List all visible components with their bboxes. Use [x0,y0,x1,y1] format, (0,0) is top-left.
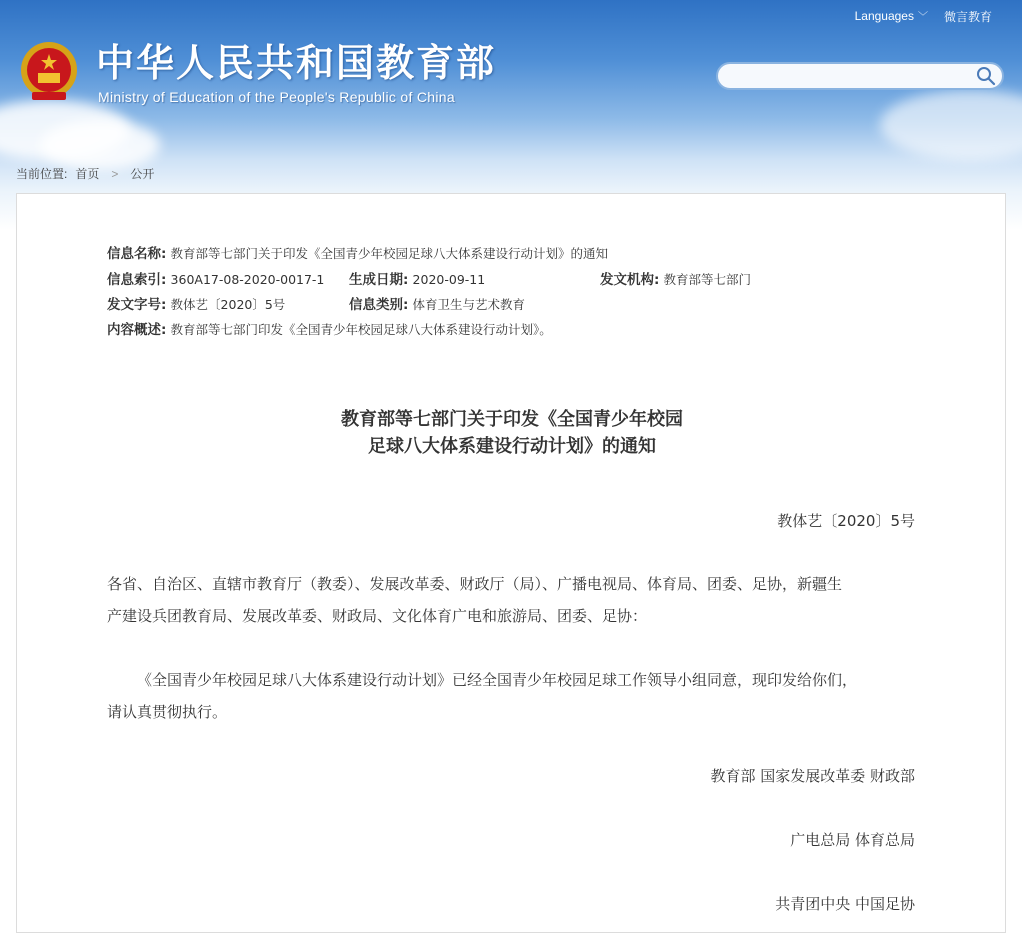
body-paragraph [107,664,917,728]
meta-row-name [107,244,608,264]
addressee-line-2: 产建设兵团教育局、发展改革委、财政局、文化体育广电和旅游局、团委、足协： [107,607,648,625]
document-number: 教体艺〔2020〕5号 [777,512,915,530]
meta-summary-label: 内容概述: [107,322,167,338]
signatory-3: 共青团中央 中国足协 [775,895,915,913]
document-title [17,406,1007,460]
signatory-2: 广电总局 体育总局 [790,831,915,849]
search-icon[interactable] [976,66,996,86]
chevron-down-icon: ﹀ [917,12,928,23]
meta-row-org [600,270,751,290]
site-subtitle: Ministry of Education of the People's Republic of China [98,89,455,105]
meta-row-summary [107,320,552,340]
chevron-right-icon: > [111,166,119,181]
meta-org-value: 教育部等七部门 [663,272,752,287]
top-links [855,8,992,25]
meta-summary-value: 教育部等七部门印发《全国青少年校园足球八大体系建设行动计划》。 [170,322,552,337]
meta-docno-value: 教体艺〔2020〕5号 [170,297,286,312]
languages-menu[interactable] [855,8,928,25]
meta-org-label: 发文机构: [600,272,660,288]
body-line-1: 《全国青少年校园足球八大体系建设行动计划》已经全国青少年校园足球工作领导小组同意，现印发给你们， [137,671,858,689]
meta-row-docno [107,295,285,315]
document-title-line-2: 足球八大体系建设行动计划》的通知 [368,436,656,457]
breadcrumb-home[interactable]: 首页 [75,167,100,181]
addressee-line-1: 各省、自治区、直辖市教育厅（教委）、发展改革委、财政厅（局）、广播电视局、体育局、团委、足协，新疆生 [107,575,843,593]
breadcrumb [16,165,154,182]
meta-row-category [349,295,525,315]
meta-row-index [107,270,324,290]
weibo-link[interactable]: 微言教育 [943,10,992,24]
meta-row-date [349,270,485,290]
article-container [16,193,1006,933]
meta-category-value: 体育卫生与艺术教育 [412,297,526,312]
body-line-2: 请认真贯彻执行。 [107,703,228,721]
search-input[interactable] [728,67,972,87]
signatory-1: 教育部 国家发展改革委 财政部 [710,767,915,785]
meta-date-label: 生成日期: [349,272,409,288]
meta-category-label: 信息类别: [349,297,409,313]
search-box [716,62,1004,90]
document-title-line-1: 教育部等七部门关于印发《全国青少年校园 [341,409,683,430]
languages-label: Languages [854,9,914,23]
site-title: 中华人民共和国教育部 [96,41,497,85]
meta-name-value: 教育部等七部门关于印发《全国青少年校园足球八大体系建设行动计划》的通知 [170,246,609,261]
meta-index-value: 360A17-08-2020-0017-1 [170,272,325,287]
meta-docno-label: 发文字号: [107,297,167,313]
meta-name-label: 信息名称: [107,246,167,262]
addressee-paragraph [107,568,917,632]
meta-date-value: 2020-09-11 [412,272,486,287]
national-emblem-icon [18,40,80,106]
meta-index-label: 信息索引: [107,272,167,288]
breadcrumb-current[interactable]: 公开 [130,167,155,181]
site-header [0,0,1022,160]
breadcrumb-prefix: 当前位置: [16,167,68,181]
